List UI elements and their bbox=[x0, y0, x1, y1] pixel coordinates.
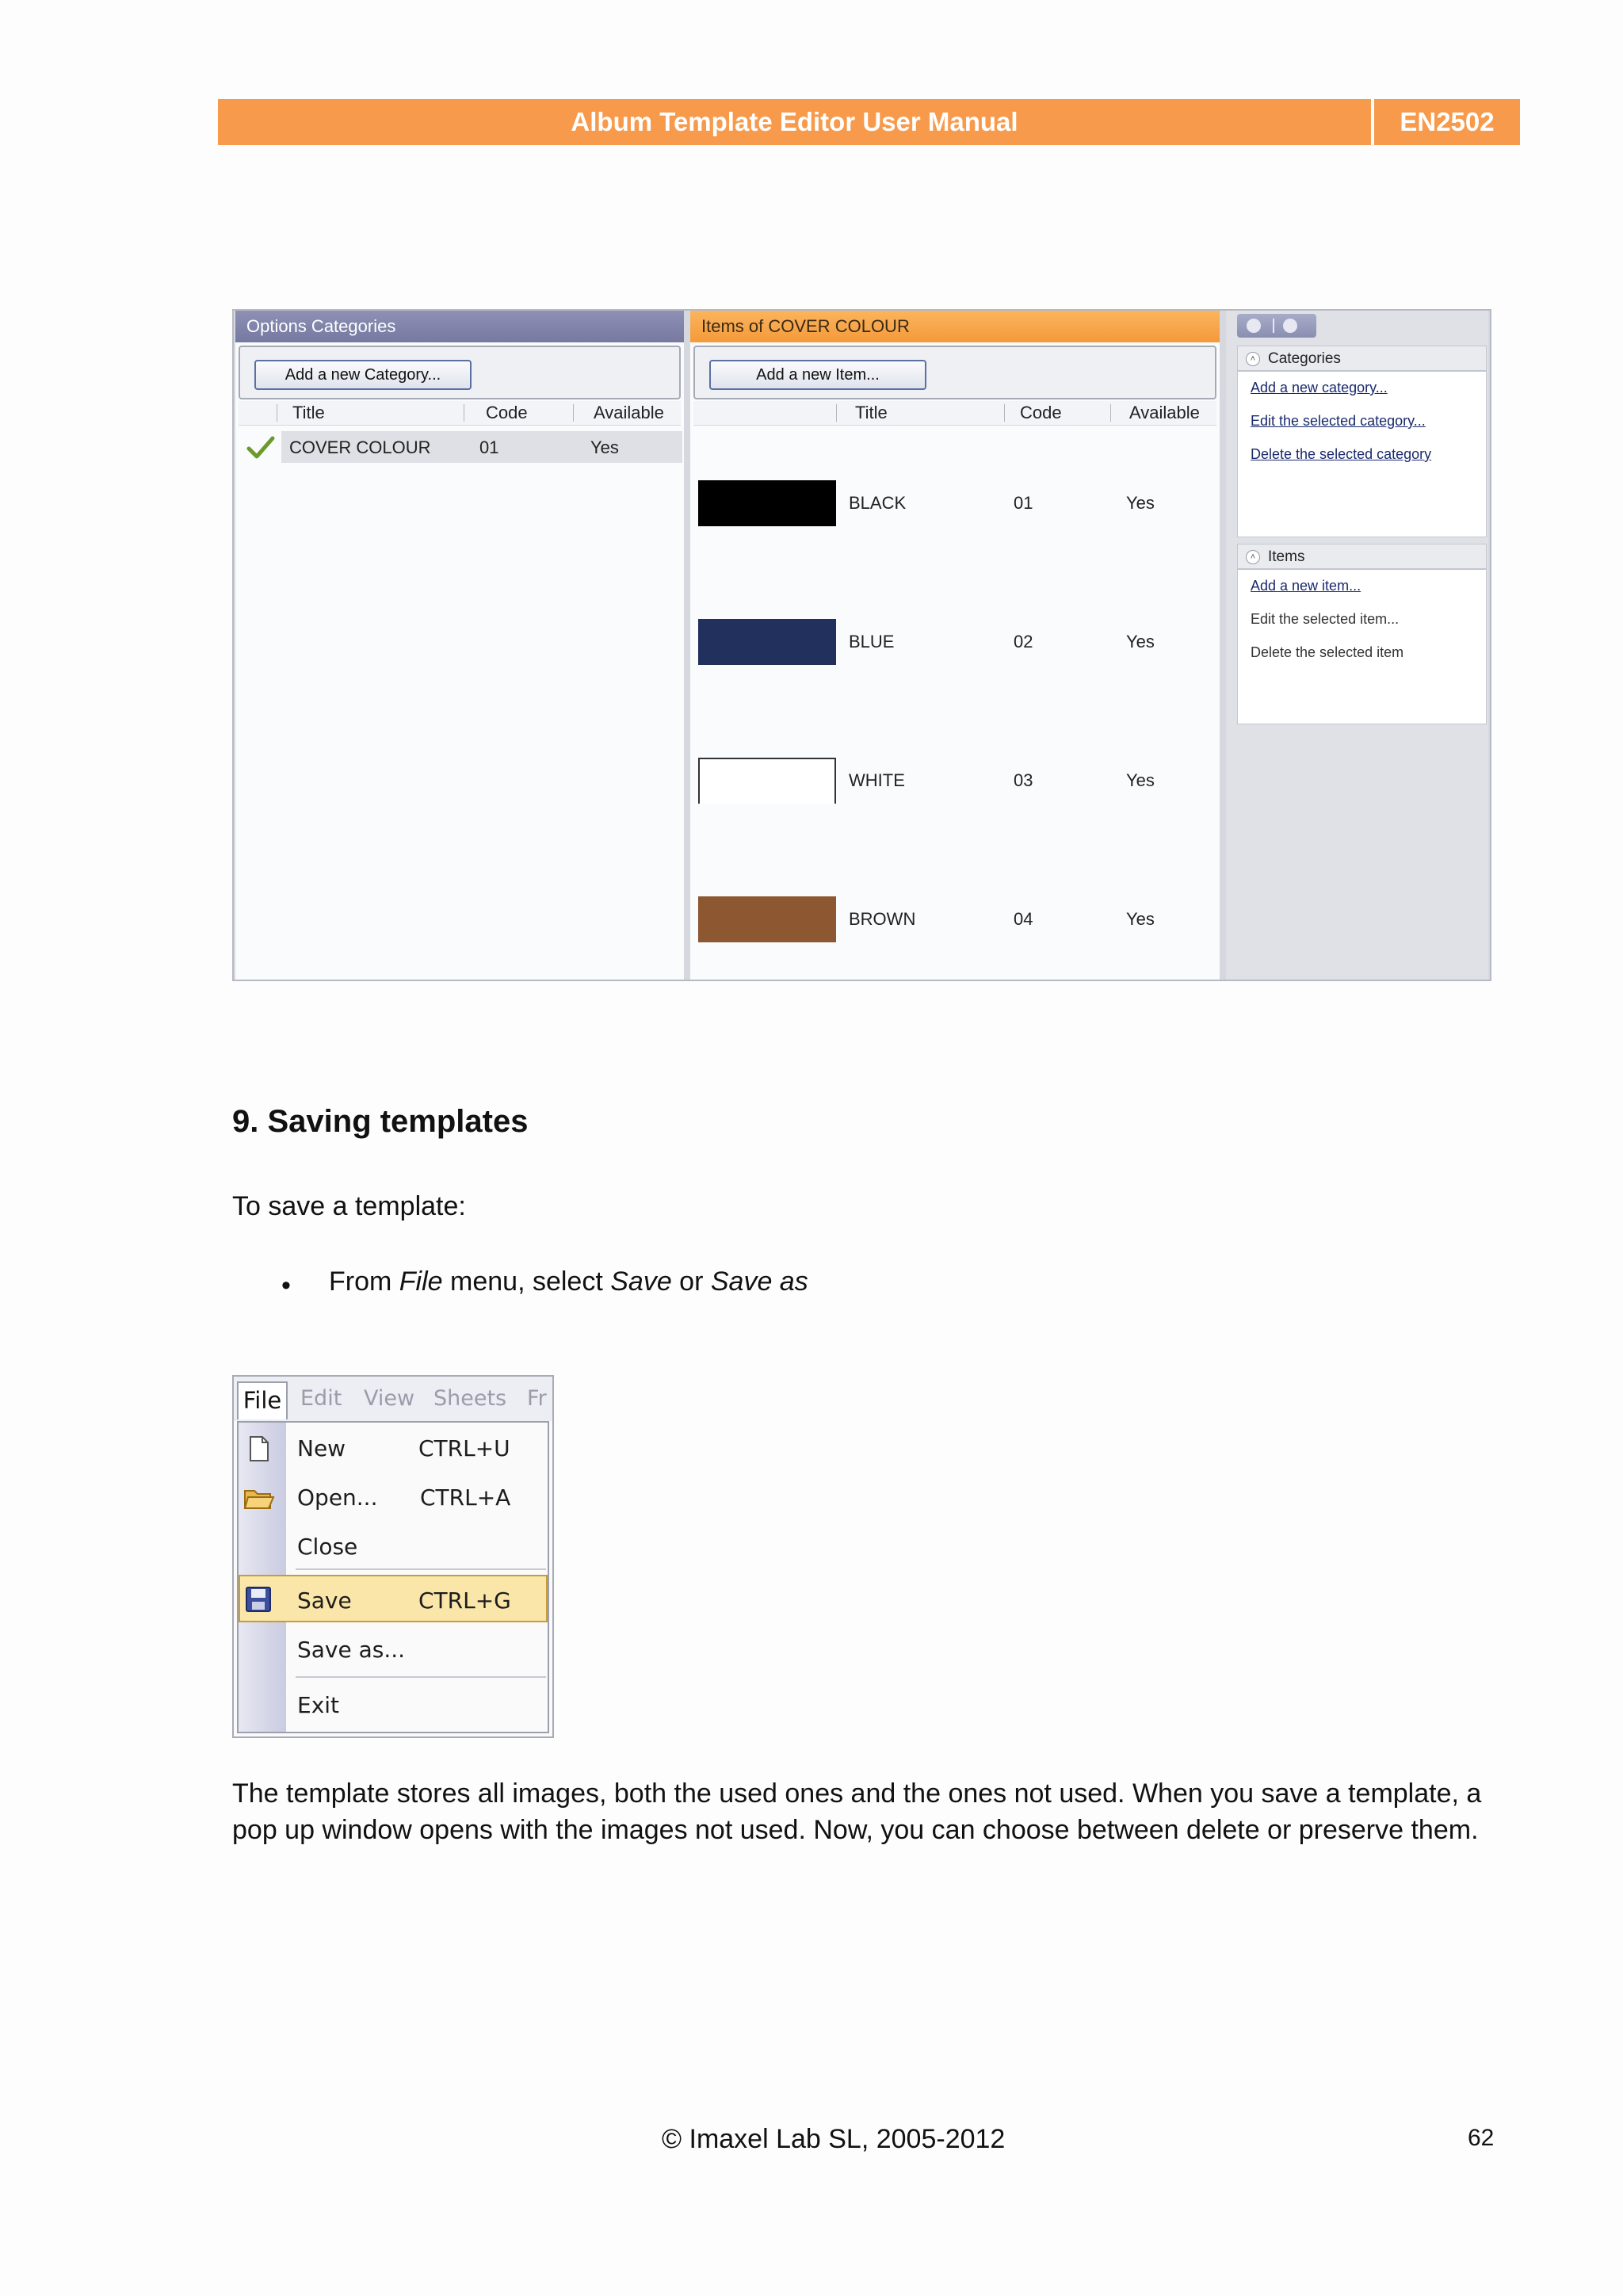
page-number: 62 bbox=[1468, 2125, 1495, 2151]
items-group-header[interactable] bbox=[1237, 544, 1487, 569]
bullet-prefix: From bbox=[329, 1266, 399, 1297]
items-column-header bbox=[693, 401, 1216, 426]
item-available: Yes bbox=[1126, 632, 1155, 651]
color-swatch bbox=[698, 619, 836, 665]
bullet-text bbox=[329, 1266, 808, 1297]
items-pane bbox=[690, 311, 1223, 980]
bullet-middle: menu, select bbox=[442, 1266, 611, 1297]
category-title: COVER COLOUR bbox=[289, 437, 431, 457]
category-code: 01 bbox=[479, 437, 499, 457]
options-categories-title: Options Categories bbox=[235, 311, 684, 342]
chevron-up-icon[interactable]: ˄ bbox=[1246, 550, 1260, 564]
toolbar-divider bbox=[1273, 319, 1274, 333]
item-title: BROWN bbox=[849, 909, 916, 929]
menu-item-exit[interactable]: Exit bbox=[297, 1692, 340, 1718]
tasks-side-panel bbox=[1226, 311, 1488, 980]
bullet-save: Save bbox=[610, 1266, 672, 1297]
categories-group-label: Categories bbox=[1268, 350, 1341, 367]
edit-item-link-disabled: Edit the selected item... bbox=[1251, 611, 1400, 627]
options-editor-screenshot bbox=[232, 309, 1491, 981]
footer-copyright: © Imaxel Lab SL, 2005-2012 bbox=[662, 2124, 1006, 2154]
item-title: BLUE bbox=[849, 632, 895, 651]
add-category-button[interactable]: Add a new Category... bbox=[254, 360, 472, 390]
manual-title: Album Template Editor User Manual bbox=[571, 107, 1018, 136]
back-icon[interactable] bbox=[1247, 319, 1261, 333]
categories-group-header[interactable] bbox=[1237, 346, 1487, 371]
menu-fr[interactable]: Fr bbox=[527, 1386, 547, 1411]
categories-toolbar bbox=[239, 346, 681, 399]
col-code[interactable]: Code bbox=[486, 403, 528, 422]
options-categories-pane bbox=[235, 311, 687, 980]
chevron-up-icon[interactable]: ˄ bbox=[1246, 352, 1260, 366]
items-tasks bbox=[1237, 569, 1487, 724]
menu-file[interactable]: File bbox=[237, 1381, 288, 1419]
new-document-icon bbox=[248, 1435, 270, 1462]
edit-category-link[interactable]: Edit the selected category... bbox=[1251, 413, 1426, 429]
manual-code: EN2502 bbox=[1400, 107, 1495, 136]
col-title[interactable]: Title bbox=[292, 403, 325, 422]
open-folder-icon bbox=[243, 1484, 275, 1511]
col-title[interactable]: Title bbox=[855, 403, 888, 422]
color-swatch bbox=[698, 480, 836, 526]
category-available: Yes bbox=[590, 437, 619, 457]
add-item-button[interactable]: Add a new Item... bbox=[709, 360, 926, 390]
section-intro: To save a template: bbox=[232, 1191, 466, 1221]
col-available[interactable]: Available bbox=[1129, 403, 1200, 422]
categories-tasks bbox=[1237, 371, 1487, 537]
body-paragraph: The template stores all images, both the used ones and the ones not used. When you save a template, a pop up window opens with the images not used. Now, you can choose between delete or preserve them. bbox=[232, 1778, 1482, 1845]
shortcut-open: CTRL+A bbox=[420, 1484, 511, 1511]
col-code[interactable]: Code bbox=[1020, 403, 1062, 422]
menu-item-open[interactable]: Open... bbox=[297, 1484, 378, 1511]
item-title: WHITE bbox=[849, 770, 905, 790]
item-code: 03 bbox=[1014, 770, 1033, 790]
menu-item-save-as[interactable]: Save as... bbox=[297, 1637, 406, 1663]
file-menu-screenshot bbox=[232, 1375, 554, 1738]
side-panel-toolbar bbox=[1237, 314, 1316, 338]
item-title: BLACK bbox=[849, 493, 907, 513]
add-item-link[interactable]: Add a new item... bbox=[1251, 578, 1361, 594]
section-heading: 9. Saving templates bbox=[232, 1104, 529, 1139]
item-available: Yes bbox=[1126, 493, 1155, 513]
color-swatch bbox=[698, 896, 836, 942]
items-toolbar bbox=[693, 346, 1216, 399]
color-swatch bbox=[698, 758, 836, 804]
menu-edit[interactable]: Edit bbox=[300, 1386, 342, 1411]
delete-item-link-disabled: Delete the selected item bbox=[1251, 644, 1404, 660]
menu-view[interactable]: View bbox=[364, 1386, 415, 1411]
item-available: Yes bbox=[1126, 770, 1155, 790]
item-available: Yes bbox=[1126, 909, 1155, 929]
bullet-save-as: Save as bbox=[710, 1266, 808, 1297]
menu-item-close[interactable]: Close bbox=[297, 1534, 358, 1560]
menu-separator bbox=[296, 1676, 546, 1678]
bullet-file: File bbox=[399, 1266, 443, 1297]
manual-title-bar bbox=[218, 99, 1371, 145]
shortcut-new: CTRL+U bbox=[418, 1435, 510, 1461]
bullet-or: or bbox=[671, 1266, 711, 1297]
menu-sheets[interactable]: Sheets bbox=[433, 1386, 507, 1411]
menu-item-save[interactable]: Save bbox=[297, 1587, 352, 1614]
checkmark-icon bbox=[246, 436, 275, 460]
add-category-link[interactable]: Add a new category... bbox=[1251, 380, 1388, 395]
col-available[interactable]: Available bbox=[594, 403, 664, 422]
shortcut-save: CTRL+G bbox=[418, 1587, 511, 1614]
menu-separator bbox=[296, 1568, 546, 1570]
forward-icon[interactable] bbox=[1283, 319, 1297, 333]
bullet-dot: • bbox=[281, 1270, 291, 1301]
categories-column-header bbox=[239, 401, 681, 426]
items-group-label: Items bbox=[1268, 548, 1305, 565]
floppy-disk-icon bbox=[245, 1586, 272, 1613]
item-code: 04 bbox=[1014, 909, 1033, 929]
item-code: 01 bbox=[1014, 493, 1033, 513]
item-code: 02 bbox=[1014, 632, 1033, 651]
manual-code-box bbox=[1374, 99, 1520, 145]
items-pane-title: Items of COVER COLOUR bbox=[690, 311, 1220, 342]
delete-category-link[interactable]: Delete the selected category bbox=[1251, 446, 1432, 462]
menu-item-new[interactable]: New bbox=[297, 1435, 346, 1461]
